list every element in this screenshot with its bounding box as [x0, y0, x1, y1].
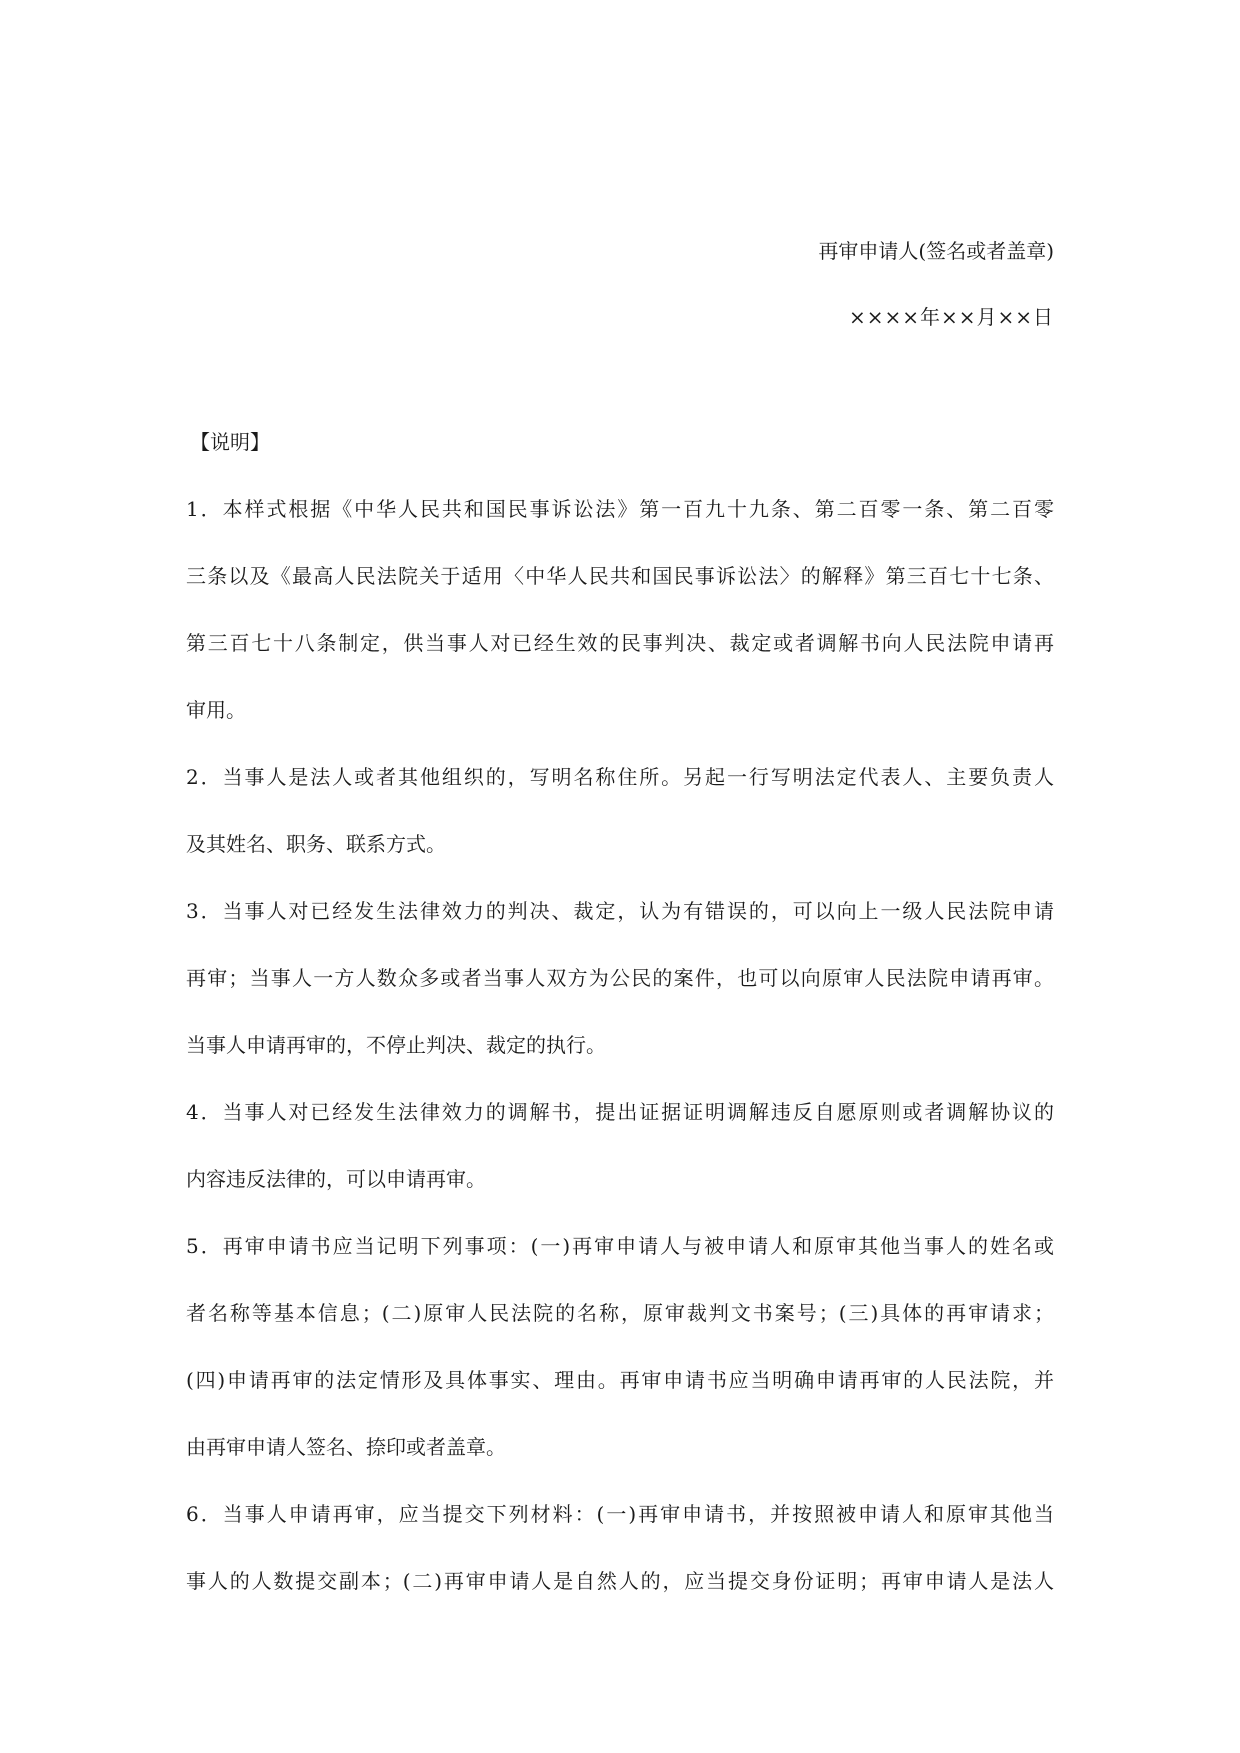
- note-item-5: [186, 1232, 1054, 1500]
- note-line: 3．当事人对已经发生法律效力的判决、裁定，认为有错误的，可以向上一级人民法院申请: [186, 899, 1054, 923]
- note-line: 事人的人数提交副本；(二)再审申请人是自然人的，应当提交身份证明；再审申请人是法人: [186, 1569, 1054, 1593]
- note-line: (四)申请再审的法定情形及具体事实、理由。再审申请书应当明确申请再审的人民法院，并: [186, 1368, 1054, 1392]
- note-line: 审用。: [186, 698, 246, 722]
- note-item-1: [186, 495, 1054, 763]
- signature-date-line: ××××年××月××日: [848, 305, 1054, 329]
- note-line: 再审；当事人一方人数众多或者当事人双方为公民的案件，也可以向原审人民法院申请再审。: [186, 966, 1054, 990]
- note-line: 4．当事人对已经发生法律效力的调解书，提出证据证明调解违反自愿原则或者调解协议的: [186, 1100, 1054, 1124]
- note-line: 第三百七十八条制定，供当事人对已经生效的民事判决、裁定或者调解书向人民法院申请再: [186, 631, 1054, 655]
- note-line: 三条以及《最高人民法院关于适用〈中华人民共和国民事诉讼法〉的解释》第三百七十七条、: [186, 564, 1054, 588]
- note-item-6: [186, 1500, 1054, 1634]
- note-line: 2．当事人是法人或者其他组织的，写明名称住所。另起一行写明法定代表人、主要负责人: [186, 765, 1054, 789]
- note-line: 由再审申请人签名、捺印或者盖章。: [186, 1435, 506, 1459]
- note-line: 当事人申请再审的，不停止判决、裁定的执行。: [186, 1033, 606, 1057]
- notes-section: [186, 428, 1054, 1634]
- notes-heading: 【说明】: [190, 430, 270, 454]
- note-line: 及其姓名、职务、联系方式。: [186, 832, 446, 856]
- note-item-3: [186, 897, 1054, 1098]
- note-item-2: [186, 763, 1054, 897]
- applicant-signature-line: 再审申请人(签名或者盖章): [818, 239, 1054, 263]
- note-line: 6．当事人申请再审，应当提交下列材料：(一)再审申请书，并按照被申请人和原审其他当: [186, 1502, 1054, 1526]
- note-line: 者名称等基本信息；(二)原审人民法院的名称，原审裁判文书案号；(三)具体的再审请求；: [186, 1301, 1054, 1325]
- note-item-4: [186, 1098, 1054, 1232]
- note-line: 1．本样式根据《中华人民共和国民事诉讼法》第一百九十九条、第二百零一条、第二百零: [186, 497, 1054, 521]
- note-line: 5．再审申请书应当记明下列事项：(一)再审申请人与被申请人和原审其他当事人的姓名或: [186, 1234, 1054, 1258]
- note-line: 内容违反法律的，可以申请再审。: [186, 1167, 486, 1191]
